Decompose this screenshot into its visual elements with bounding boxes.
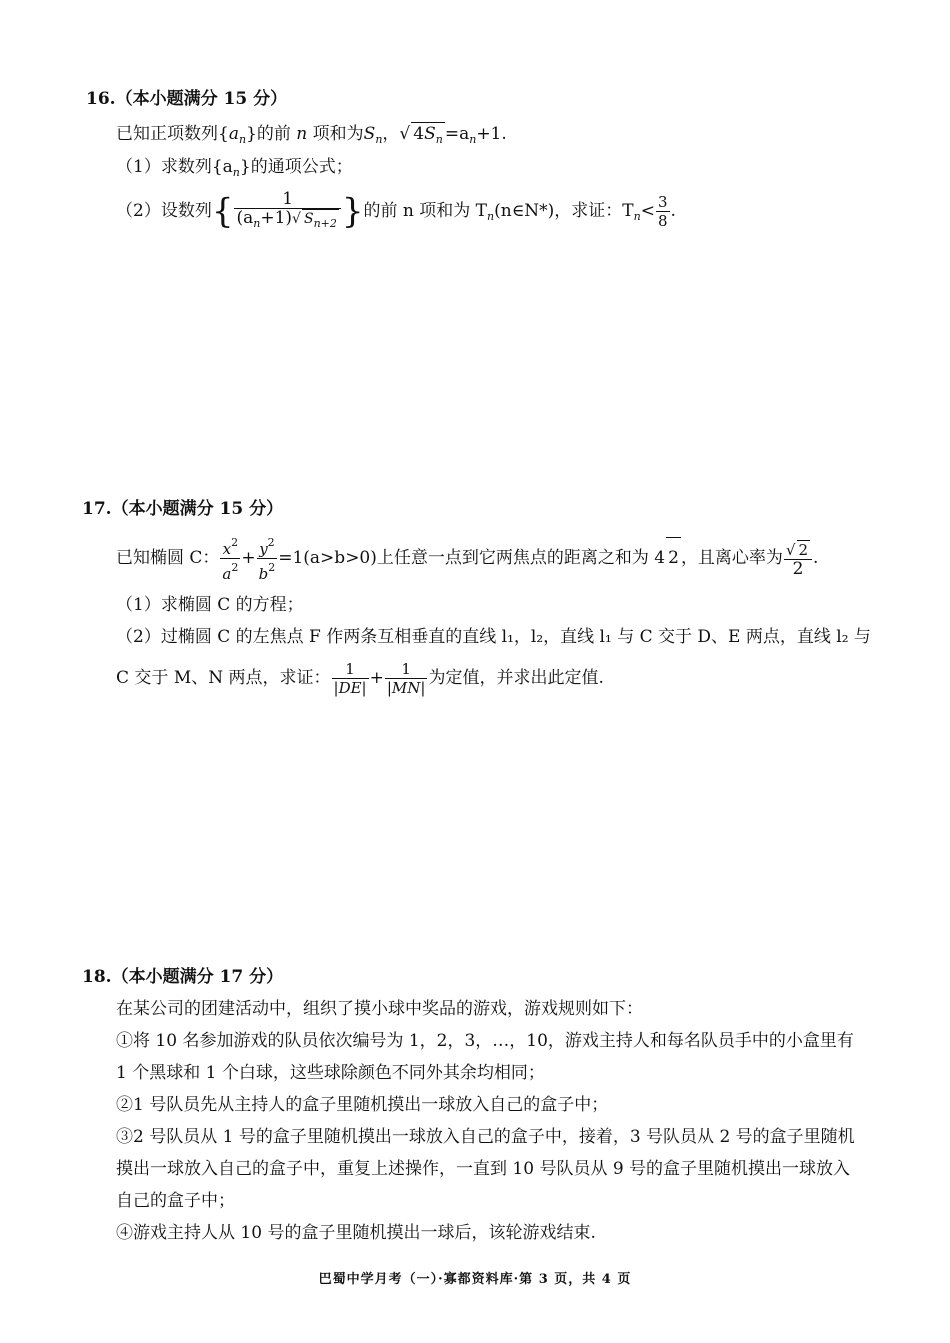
q16-part2-pre: （2）设数列 (116, 201, 212, 221)
q17-part2-line2: C 交于 M、N 两点，求证： $\frac{1}{|DE|}$ + $\frac{1}{|MN|}$ 为定值，并求出此定值. (116, 660, 604, 697)
q16-given-mid2: 项和为 (312, 124, 364, 144)
q17-part2-line2-pre: C 交于 M、N 两点，求证： (116, 668, 331, 688)
q18-line2: ①将 10 名参加游戏的队员依次编号为 1，2，3，…，10，游戏主持人和每名队员手中的小盒里有 (116, 1031, 854, 1051)
q16-part1: （1）求数列$\{a_n\}$的通项公式； (116, 157, 353, 179)
q18-line5: ③2 号队员从 1 号的盒子里随机摸出一球放入自己的盒子中，接着，3 号队员从 2 号的盒子里随机 (116, 1127, 855, 1147)
q16-given: 已知正项数列$\{a_n\}$的前 n 项和为$S_n$，√ $4S_n =a_n+1$. (116, 122, 507, 151)
q16-part2: （2）设数列{ $\frac{1}{(a_n+1)√ S_{n+2}}$ }的前 n 项和为 $T_n(n\in N*)$，求证：$T_n<$ $\frac{3}{8}$ . (116, 189, 676, 232)
q16-n: n (296, 124, 308, 144)
q18-line4: ②1 号队员先从主持人的盒子里随机摸出一球放入自己的盒子中； (116, 1095, 609, 1115)
q16-part1-end: }的通项公式； (239, 157, 353, 177)
q17-line1-pre: 已知椭圆 C： (116, 548, 220, 568)
q17-eccentricity-frac: $\frac{√ 2}{2}$ (784, 540, 812, 578)
q16-part2-fraction2: $\frac{3}{8}$ (657, 193, 668, 230)
q16-part2-post: 的前 n 项和为 T (363, 201, 488, 221)
q16-title: 16.（本小题满分 15 分） (86, 89, 288, 109)
q17-title: 17.（本小题满分 15 分） (82, 499, 284, 519)
q16-given-text: 已知正项数列{ (116, 124, 229, 144)
q17-line1-mid2: ，且离心率为 (680, 548, 783, 568)
q16-S: S (363, 124, 376, 144)
q16-given-end: +1. (476, 124, 507, 144)
q17-part2-line1: （2）过椭圆 C 的左焦点 F 作两条互相垂直的直线 l₁，l₂，直线 l₁ 与 C 交于 D、E 两点，直线 l₂ 与 (116, 627, 871, 647)
q16-part1-text: （1）求数列{a (116, 157, 233, 177)
q18-title: 18.（本小题满分 17 分） (82, 967, 284, 987)
q16-part2-lt: < (640, 201, 655, 221)
q17-given: 已知椭圆 C： $\frac{x^2}{a^2}$ + $\frac{y^2}{b^2}$ =1(a>b>0)上任意一点到它两焦点的距离之和为 4 2 ，且离心率为 $\frac{√ 2}{2}$ . (116, 536, 819, 583)
q16-part2-fraction: $\frac{1}{(a_n+1)√ S_{n+2}}$ (234, 190, 340, 233)
q18-line8: ④游戏主持人从 10 号的盒子里随机摸出一球后，该轮游戏结束. (116, 1223, 596, 1243)
q17-y-frac: $\frac{y^2}{b^2}$ (258, 536, 276, 583)
q17-part1: （1）求椭圆 C 的方程； (116, 595, 304, 615)
q16-given-mid: }的前 (246, 124, 291, 144)
q17-line1-mid: =1(a>b>0)上任意一点到它两焦点的距离之和为 4 (278, 548, 666, 568)
q16-an: a (228, 124, 239, 144)
q16-eq-tail: =a (444, 124, 470, 144)
q17-part2-line2-end: 为定值，并求出此定值. (428, 668, 604, 688)
q18-line6: 摸出一球放入自己的盒子中，重复上述操作，一直到 10 号队员从 9 号的盒子里随机摸出一球放入 (116, 1159, 851, 1179)
page-footer: 巴蜀中学月考（一）·寡都资料库·第 3 页，共 4 页 (318, 1272, 632, 1287)
q17-sqrt2: 2 (666, 537, 681, 578)
q17-line1-end: . (813, 548, 819, 568)
q18-line7: 自己的盒子中； (116, 1191, 235, 1211)
q17-frac-mn: $\frac{1}{|MN|}$ (386, 660, 426, 697)
q18-line1: 在某公司的团建活动中，组织了摸小球中奖品的游戏，游戏规则如下： (116, 999, 643, 1019)
q18-line3: 1 个黑球和 1 个白球，这些球除颜色不同外其余均相同； (116, 1063, 545, 1083)
q16-part2-post2: (n∈N*)，求证：T (494, 201, 634, 221)
q17-frac-de: $\frac{1}{|DE|}$ (333, 660, 367, 697)
q17-x-frac: $\frac{x^2}{a^2}$ (222, 536, 239, 583)
q16-part2-end: . (670, 201, 676, 221)
